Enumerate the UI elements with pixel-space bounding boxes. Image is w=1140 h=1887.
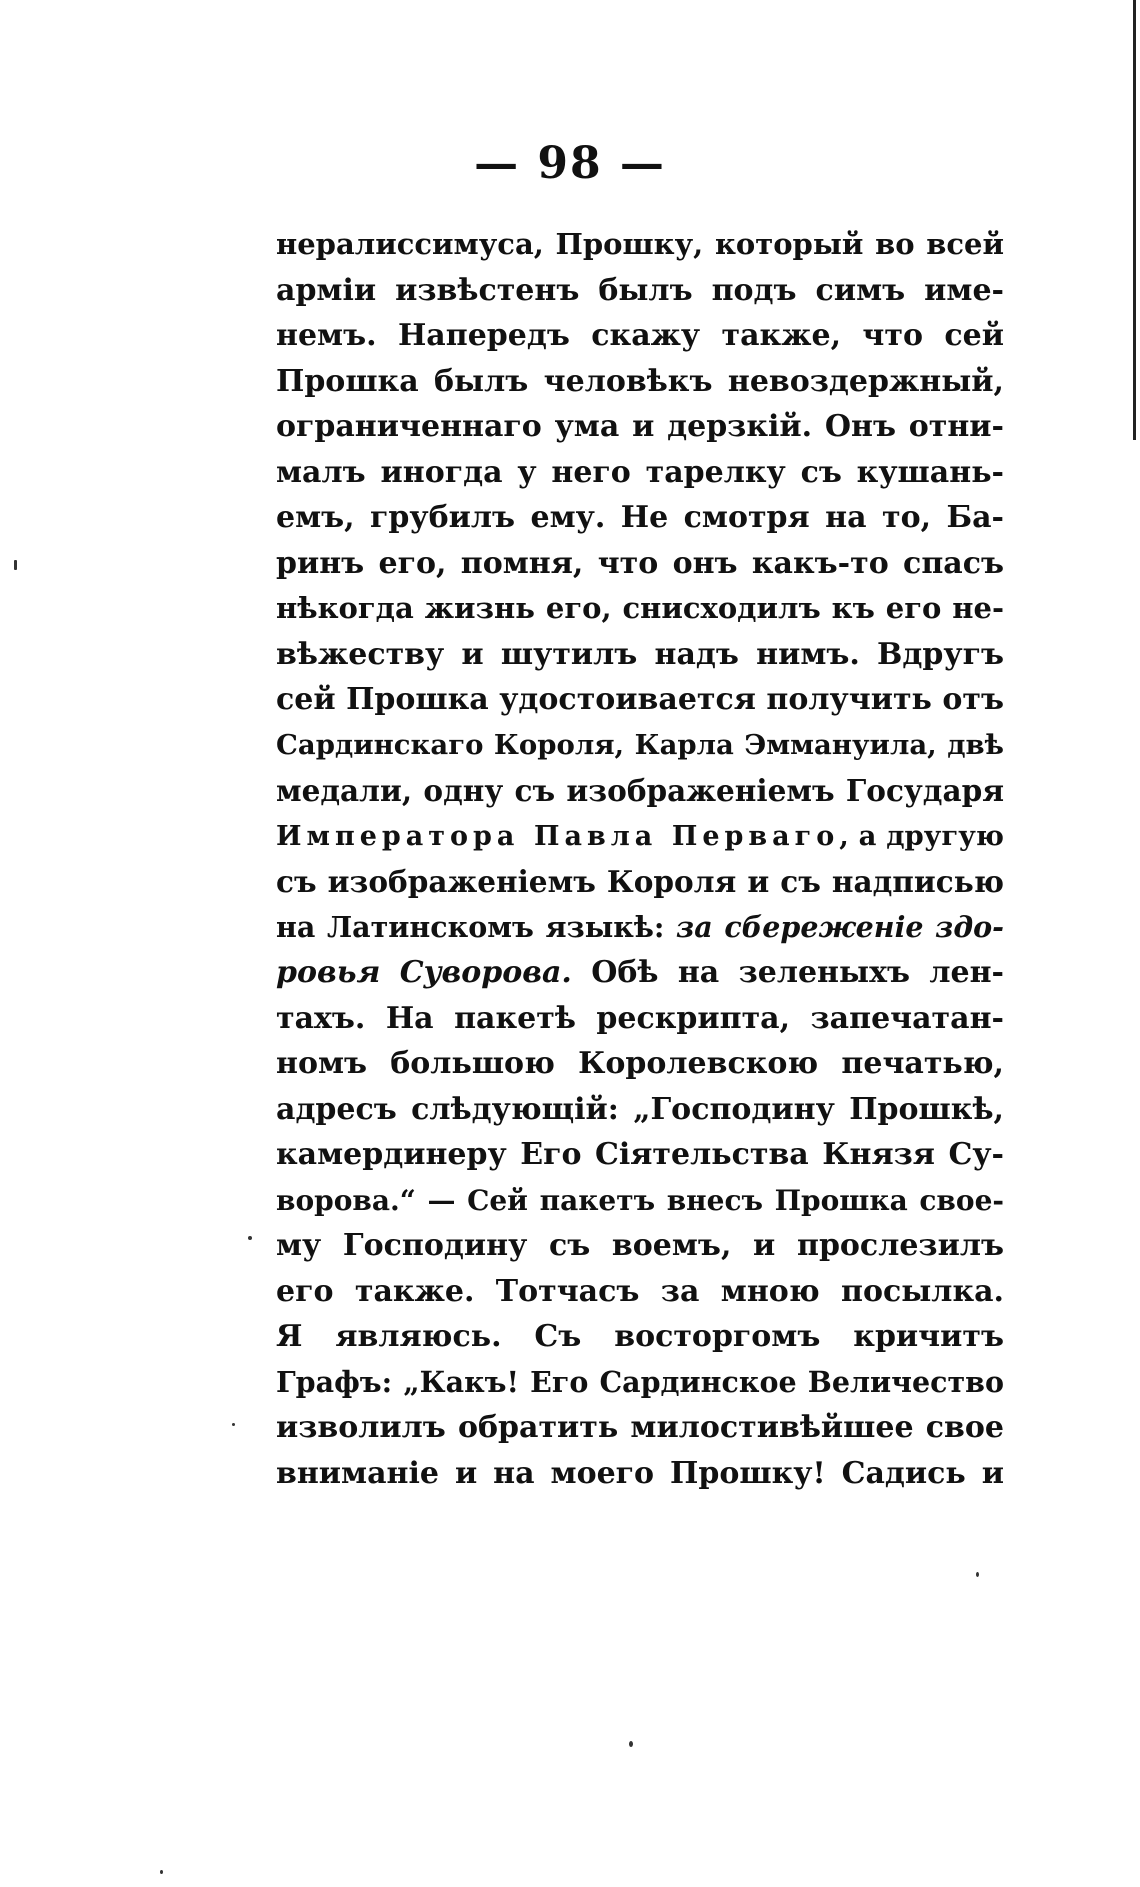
text-segment: Обѣ на зеленыхъ лен-	[571, 955, 1004, 990]
scan-speck	[232, 1423, 235, 1426]
page-edge-line	[1133, 0, 1136, 440]
text-line: тахъ. На пакетѣ рескрипта, запечатан-	[276, 1000, 1004, 1036]
scan-speck	[160, 1870, 163, 1874]
text-line: вѣжеству и шутилъ надъ нимъ. Вдругъ	[276, 636, 1004, 672]
text-line: сей Прошка удостоивается получить отъ	[276, 682, 1004, 717]
text-line	[276, 950, 1004, 996]
text-line: емъ, грубилъ ему. Не смотря на то, Ба-	[276, 500, 1004, 535]
text-line: немъ. Напередъ скажу также, что сей	[276, 318, 1004, 353]
text-line: номъ большою Королевскою печатью,	[276, 1046, 1004, 1081]
text-line: ворова.“ — Сей пакетъ внесъ Прошка свое-	[276, 1183, 1004, 1217]
text-line: му Господину съ воемъ, и прослезилъ	[276, 1228, 1004, 1263]
text-line: съ изображеніемъ Короля и съ надписью	[276, 864, 1004, 899]
text-line: малъ иногда у него тарелку съ кушань-	[276, 454, 1004, 490]
text-line: нѣкогда жизнь его, снисходилъ къ его не-	[276, 591, 1004, 625]
text-line	[276, 905, 1004, 951]
italic-text: ровья Суворова.	[276, 955, 572, 990]
text-line: Прошка былъ человѣкъ невоздержный,	[276, 363, 1004, 399]
text-line: вниманіе и на моего Прошку! Садись и	[276, 1455, 1004, 1491]
text-line: изволилъ обратить милостивѣйшее свое	[276, 1410, 1004, 1445]
text-segment: на Латинскомъ языкѣ:	[276, 909, 677, 944]
scan-speck	[14, 560, 17, 570]
italic-text: за сбереженіе здо-	[676, 909, 1004, 944]
body-text	[276, 222, 1004, 1496]
text-segment: , а другую	[839, 819, 1004, 852]
page-number: — 98 —	[474, 138, 666, 189]
text-line: камердинеру Его Сіятельства Князя Су-	[276, 1137, 1004, 1172]
text-line: ринъ его, помня, что онъ какъ-то спасъ	[276, 545, 1004, 581]
scan-speck	[629, 1741, 633, 1747]
text-line: нералиссимуса, Прошку, который во всей	[276, 227, 1004, 261]
text-line: Графъ: „Какъ! Его Сардинское Величество	[276, 1364, 1004, 1399]
scan-speck	[976, 1572, 979, 1577]
text-line: Я являюсь. Съ восторгомъ кричитъ	[276, 1319, 1004, 1354]
text-line: его также. Тотчасъ за мною посылка.	[276, 1273, 1004, 1309]
text-line: Сардинскаго Короля, Карла Эммануила, двѣ	[276, 728, 1004, 761]
spaced-text: Императора Павла Перваго	[276, 820, 840, 852]
text-line: адресъ слѣдующій: „Господину Прошкѣ,	[276, 1091, 1004, 1127]
text-line	[276, 814, 1004, 860]
scan-speck	[248, 1236, 252, 1240]
text-line: арміи извѣстенъ былъ подъ симъ име-	[276, 272, 1004, 308]
text-line: медали, одну съ изображеніемъ Государя	[276, 773, 1004, 808]
text-line: ограниченнаго ума и дерзкій. Онъ отни-	[276, 409, 1004, 444]
